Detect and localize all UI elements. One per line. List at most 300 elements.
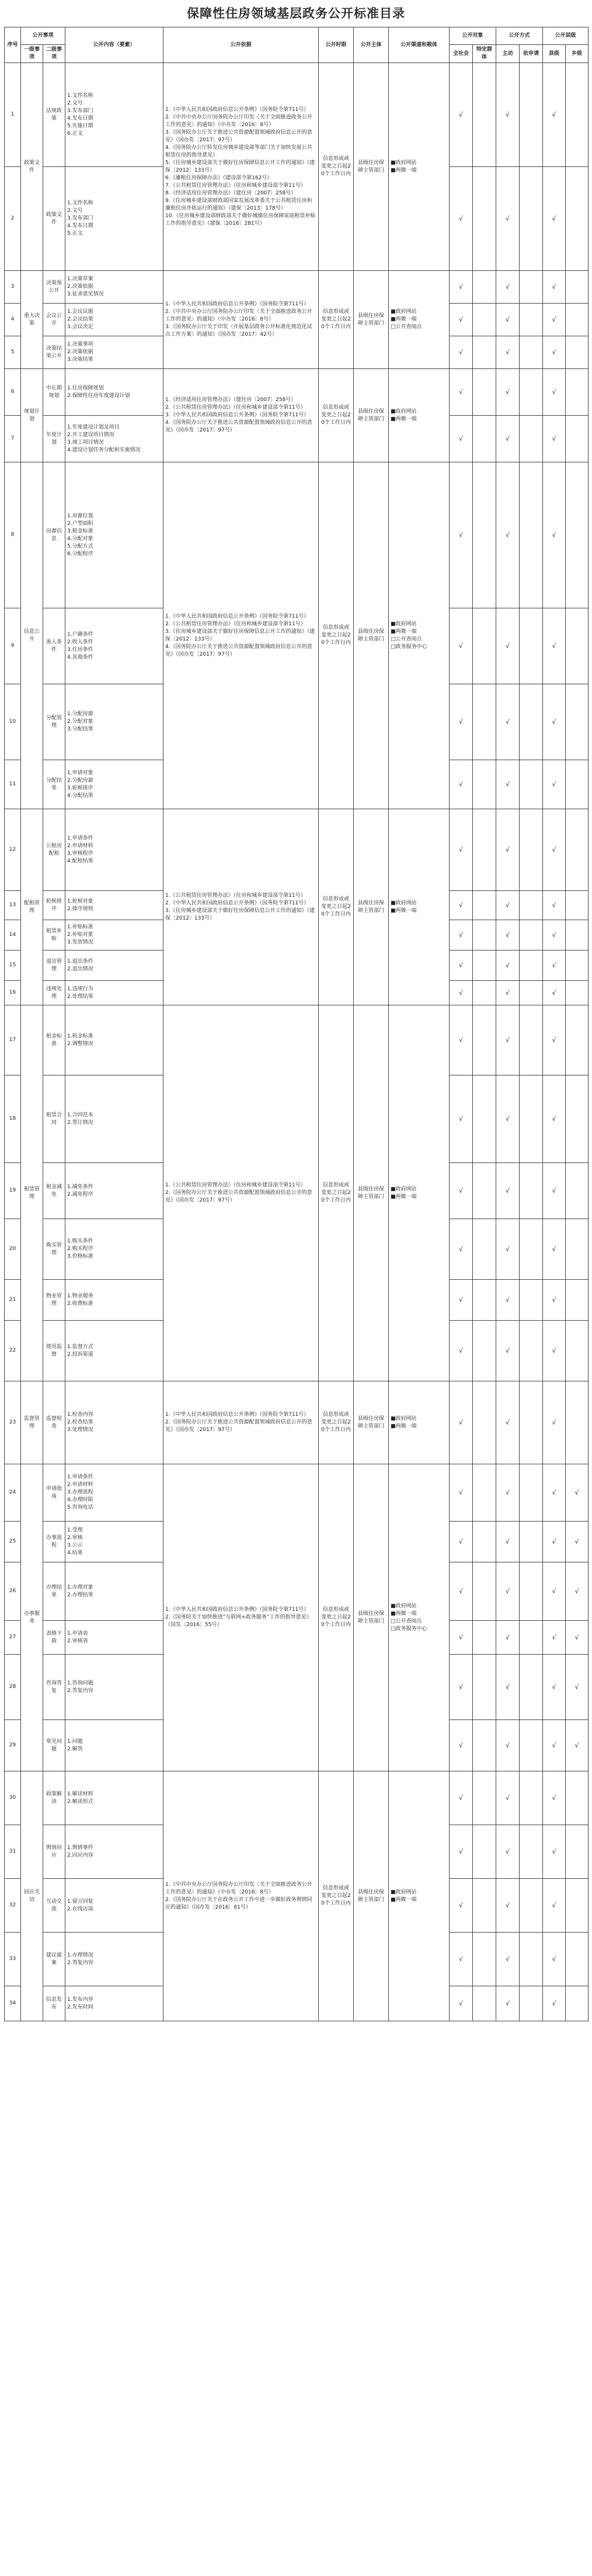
row-item-l2: 决策结果公开 — [43, 336, 65, 369]
row-l-twn-mark — [566, 1280, 588, 1321]
row-l-twn-mark — [566, 416, 588, 462]
row-content: 1.减免条件 2.减免程序 — [65, 1163, 163, 1219]
row-o-spec-mark — [473, 1562, 496, 1621]
row-l-twn-mark — [566, 304, 588, 336]
row-time: 信息形成或变更之日起20个工作日内 — [319, 271, 354, 369]
row-l-cty-mark: √ — [543, 1655, 566, 1720]
row-o-spec-mark — [473, 271, 496, 304]
row-item-l2: 分配结果 — [43, 760, 65, 809]
row-seq: 14 — [5, 920, 21, 951]
row-o-all-mark: √ — [450, 1825, 473, 1879]
row-subject: 县级住房保障主管部门 — [354, 1005, 389, 1381]
row-o-spec-mark — [473, 1771, 496, 1825]
row-basis: 1.《中华人民共和国政府信息公开条例》（国务院令第711号） 2.《中共中央办公厅国务院办公厅印发〈关于全面推进政务公开工作的意见〉的通知》（中办发〔2016〕8号） 3.《国务院办公厅关于推进公共资源配置领域政府信息公开的意见》（国办发〔2017〕97号） 4.《国务院办公厅转发住房城乡建设部等部门关于加快发展公共租赁住房的指导意见》 5.《住房城乡建设部关于做好住房保障信息公开工作的通知》（建保〔2012〕133号） 6.《廉租住房保障办法》（建设部令第162号） 7.《公共租赁住房管理办法》（住房和城乡建设部令第11号） 8.《经济适用住房管理办法》（建住房〔2007〕258号） 9.《住房城乡建设部财政部国家发展改革委关于公共租赁住房和廉租住房并轨运行的通知》（建保〔2013〕178号） 10.《住房城乡建设部财政部关于做好城镇住房保障家庭租赁补贴工作的指导意见》（建保〔2016〕281号） — [163, 63, 319, 271]
row-time: 信息形成或变更之日起20个工作日内 — [319, 1464, 354, 1771]
row-o-all-mark: √ — [450, 1321, 473, 1381]
row-item-l1: 监督管理 — [21, 1381, 43, 1464]
row-content: 1.办理对象 2.办理结果 — [65, 1562, 163, 1621]
row-l-cty-mark: √ — [543, 891, 566, 920]
row-m-act-mark: √ — [496, 1075, 520, 1163]
row-l-twn-mark — [566, 1163, 588, 1219]
row-m-app-mark — [520, 1381, 543, 1464]
header-method-active: 主动 — [496, 45, 520, 63]
row-o-spec-mark — [473, 1720, 496, 1771]
row-channel: ■政府网站 ■两微一端 — [389, 1771, 450, 2021]
row-item-l2: 公租房配租 — [43, 809, 65, 891]
row-content: 1.检查内容 2.检查结果 3.处理情况 — [65, 1381, 163, 1464]
row-basis: 1.《公共租赁住房管理办法》（住房和城乡建设部令第11号） 2.《中华人民共和国政府信息公开条例》（国务院令第711号） 3.《住房城乡建设部关于做好住房保障信息公开工作的通知》（建保〔2012〕133号） — [163, 809, 319, 1005]
row-time: 信息形成或变更之日起20个工作日内 — [319, 1771, 354, 2021]
row-item-l2: 信息发布 — [43, 1986, 65, 2021]
row-m-act-mark: √ — [496, 1163, 520, 1219]
table-row — [5, 809, 588, 891]
row-l-twn-mark — [566, 63, 588, 167]
row-time: 信息形成或变更之日起20个工作日内 — [319, 1381, 354, 1464]
row-item-l2: 互动交流 — [43, 1879, 65, 1933]
row-seq: 12 — [5, 809, 21, 891]
row-o-spec-mark — [473, 304, 496, 336]
row-o-spec-mark — [473, 1464, 496, 1522]
row-item-l2: 建议提案 — [43, 1933, 65, 1986]
row-l-twn-mark: √ — [566, 1562, 588, 1621]
row-content: 1.房源位置 2.户型面积 3.租金标准 4.分配对象 5.分配方式 6.分配程序 — [65, 462, 163, 608]
row-item-l2: 退出管理 — [43, 951, 65, 981]
row-item-l2: 常见问题 — [43, 1720, 65, 1771]
row-seq: 22 — [5, 1321, 21, 1381]
row-m-act-mark: √ — [496, 1655, 520, 1720]
row-m-act-mark: √ — [496, 1986, 520, 2021]
row-l-cty-mark: √ — [543, 951, 566, 981]
row-m-act-mark: √ — [496, 920, 520, 951]
row-m-app-mark — [520, 1163, 543, 1219]
row-m-app-mark — [520, 304, 543, 336]
row-l-twn-mark — [566, 167, 588, 271]
row-o-spec-mark — [473, 891, 496, 920]
row-o-all-mark: √ — [450, 1280, 473, 1321]
row-content: 1.发布内容 2.发布时间 — [65, 1986, 163, 2021]
row-content: 1.购买条件 2.购买程序 3.价格标准 — [65, 1219, 163, 1280]
row-l-cty-mark: √ — [543, 684, 566, 760]
row-o-spec-mark — [473, 981, 496, 1005]
row-o-spec-mark — [473, 608, 496, 684]
row-subject: 县级住房保障主管部门 — [354, 271, 389, 369]
row-content: 1.问题 2.解答 — [65, 1720, 163, 1771]
row-seq: 20 — [5, 1219, 21, 1280]
row-item-l2: 法规政策 — [43, 63, 65, 167]
row-seq: 3 — [5, 271, 21, 304]
row-m-act-mark: √ — [496, 369, 520, 416]
row-m-app-mark — [520, 271, 543, 304]
row-m-app-mark — [520, 1986, 543, 2021]
row-o-spec-mark — [473, 1321, 496, 1381]
row-content: 1.申请条件 2.申请材料 3.办理流程 4.办理时限 5.咨询电话 — [65, 1464, 163, 1522]
page-title: 保障性住房领域基层政务公开标准目录 — [187, 6, 405, 20]
row-l-cty-mark: √ — [543, 1381, 566, 1464]
row-m-app-mark — [520, 981, 543, 1005]
row-o-spec-mark — [473, 1986, 496, 2021]
row-m-app-mark — [520, 809, 543, 891]
header-item-l1: 一级事项 — [21, 45, 43, 63]
row-subject: 县级住房保障主管部门 — [354, 63, 389, 271]
row-l-twn-mark — [566, 1219, 588, 1280]
row-l-cty-mark: √ — [543, 271, 566, 304]
row-l-twn-mark — [566, 1075, 588, 1163]
row-m-act-mark: √ — [496, 1522, 520, 1562]
row-l-twn-mark — [566, 1933, 588, 1986]
row-l-cty-mark: √ — [543, 336, 566, 369]
row-o-all-mark: √ — [450, 1771, 473, 1825]
row-m-app-mark — [520, 951, 543, 981]
row-l-twn-mark: √ — [566, 1655, 588, 1720]
row-item-l2: 购买管理 — [43, 1219, 65, 1280]
row-item-l2: 租赁合同 — [43, 1075, 65, 1163]
row-m-app-mark — [520, 684, 543, 760]
row-o-all-mark: √ — [450, 1522, 473, 1562]
row-l-cty-mark: √ — [543, 608, 566, 684]
row-seq: 4 — [5, 304, 21, 336]
row-m-app-mark — [520, 1771, 543, 1825]
row-basis: 1.《中华人民共和国政府信息公开条例》（国务院令第711号） 2.《公共租赁住房管理办法》（住房和城乡建设部令第11号） 3.《住房城乡建设部关于做好住房保障信息公开工作的通知》（建保〔2012〕133号） 4.《国务院办公厅关于推进公共资源配置领域政府信息公开的意见》（国办发〔2017〕97号） — [163, 462, 319, 809]
row-subject: 县级住房保障主管部门 — [354, 1464, 389, 1771]
row-content: 1.文件名称 2.文号 3.发布部门 4.发布日期 5.正文 — [65, 167, 163, 271]
row-o-spec-mark — [473, 1163, 496, 1219]
table-row — [5, 1381, 588, 1464]
row-content: 1.办理情况 2.答复内容 — [65, 1933, 163, 1986]
row-m-app-mark — [520, 1280, 543, 1321]
row-m-act-mark: √ — [496, 1562, 520, 1621]
row-l-cty-mark: √ — [543, 1464, 566, 1522]
row-seq: 30 — [5, 1771, 21, 1825]
row-seq: 6 — [5, 369, 21, 416]
row-l-twn-mark — [566, 891, 588, 920]
row-o-all-mark: √ — [450, 1464, 473, 1522]
row-m-act-mark: √ — [496, 63, 520, 167]
header-obj-specific: 特定群体 — [473, 45, 496, 63]
row-o-all-mark: √ — [450, 809, 473, 891]
row-m-app-mark — [520, 1879, 543, 1933]
row-m-act-mark: √ — [496, 891, 520, 920]
row-m-act-mark: √ — [496, 760, 520, 809]
row-subject: 县级住房保障主管部门 — [354, 809, 389, 1005]
row-time: 信息形成或变更之日起20个工作日内 — [319, 462, 354, 809]
row-m-act-mark: √ — [496, 462, 520, 608]
row-o-all-mark: √ — [450, 271, 473, 304]
row-m-app-mark — [520, 63, 543, 167]
row-l-cty-mark: √ — [543, 809, 566, 891]
row-basis: 1.《中华人民共和国政府信息公开条例》（国务院令第711号） 2.《中共中央办公厅国务院办公厅印发〈关于全面推进政务公开工作的意见〉的通知》（中办发〔2016〕8号） 3.《国务院办公厅关于印发〈开展基层政务公开标准化规范化试点工作方案〉的通知》（国办发〔2017〕42号） — [163, 271, 319, 369]
row-basis: 1.《中共中央办公厅国务院办公厅印发〈关于全面推进政务公开工作的意见〉的通知》（中办发〔2016〕8号） 2.《国务院办公厅关于在政务公开工作中进一步做好政务舆情回应的通知》（国办发〔2016〕61号） — [163, 1771, 319, 2021]
row-seq: 1 — [5, 63, 21, 167]
row-l-cty-mark: √ — [543, 369, 566, 416]
row-subject: 县级住房保障主管部门 — [354, 1381, 389, 1464]
row-item-l2: 监督检查 — [43, 1381, 65, 1464]
row-o-spec-mark — [473, 336, 496, 369]
row-l-cty-mark: √ — [543, 1771, 566, 1825]
row-item-l2: 年度计划 — [43, 416, 65, 462]
row-l-cty-mark: √ — [543, 1219, 566, 1280]
row-item-l2: 舆情回应 — [43, 1825, 65, 1879]
row-item-l1: 回应关切 — [21, 1771, 43, 2021]
row-channel: ■政府网站 ■两微一端 — [389, 1005, 450, 1381]
row-content: 1.受理 2.审核 3.公示 4.结果 — [65, 1522, 163, 1562]
row-content: 1.物业服务 2.收费标准 — [65, 1280, 163, 1321]
row-channel: ■政府网站 ■两微一端 □公开查阅点 □政务服务中心 — [389, 462, 450, 809]
row-item-l1: 办事服务 — [21, 1464, 43, 1771]
row-time: 信息形成或变更之日起20个工作日内 — [319, 369, 354, 462]
row-seq: 16 — [5, 981, 21, 1005]
row-o-all-mark: √ — [450, 336, 473, 369]
row-l-twn-mark: √ — [566, 1621, 588, 1655]
row-m-act-mark: √ — [496, 1280, 520, 1321]
row-content: 1.住房保障规划 2.保障性住房年度建设计划 — [65, 369, 163, 416]
row-subject: 县级住房保障主管部门 — [354, 1771, 389, 2021]
header-seq: 序号 — [5, 27, 21, 63]
row-o-all-mark: √ — [450, 1005, 473, 1075]
row-m-app-mark — [520, 1825, 543, 1879]
row-basis: 1.《中华人民共和国政府信息公开条例》（国务院令第711号） 2.《国务院关于加快推进“互联网+政务服务”工作的指导意见》（国发〔2016〕55号） — [163, 1464, 319, 1771]
header-obj-all: 全社会 — [450, 45, 473, 63]
row-seq: 31 — [5, 1825, 21, 1879]
row-item-l2: 分配管理 — [43, 684, 65, 760]
row-l-twn-mark — [566, 809, 588, 891]
header-level: 公开层级 — [543, 27, 588, 45]
row-seq: 24 — [5, 1464, 21, 1522]
row-l-twn-mark — [566, 1771, 588, 1825]
row-m-app-mark — [520, 416, 543, 462]
row-l-twn-mark — [566, 1879, 588, 1933]
row-content: 1.申请条件 2.申请材料 3.审核程序 4.配租结果 — [65, 809, 163, 891]
header-subject: 公开主体 — [354, 27, 389, 63]
row-seq: 15 — [5, 951, 21, 981]
row-o-all-mark: √ — [450, 1933, 473, 1986]
row-o-spec-mark — [473, 462, 496, 608]
row-o-all-mark: √ — [450, 1655, 473, 1720]
row-m-act-mark: √ — [496, 416, 520, 462]
row-item-l2: 会议公开 — [43, 304, 65, 336]
row-m-act-mark: √ — [496, 1219, 520, 1280]
row-l-twn-mark: √ — [566, 1464, 588, 1522]
row-o-all-mark: √ — [450, 63, 473, 167]
row-m-app-mark — [520, 1621, 543, 1655]
row-channel: ■政府网站 ■两微一端 □公开查阅点 — [389, 271, 450, 369]
row-o-spec-mark — [473, 63, 496, 167]
row-o-all-mark: √ — [450, 951, 473, 981]
row-o-spec-mark — [473, 809, 496, 891]
row-l-cty-mark: √ — [543, 1933, 566, 1986]
row-o-all-mark: √ — [450, 920, 473, 951]
row-item-l2: 租金减免 — [43, 1163, 65, 1219]
row-m-app-mark — [520, 336, 543, 369]
row-m-act-mark: √ — [496, 608, 520, 684]
row-seq: 34 — [5, 1986, 21, 2021]
row-seq: 33 — [5, 1933, 21, 1986]
row-item-l2: 中长期规划 — [43, 369, 65, 416]
row-content: 1.文件名称 2.文号 3.发布部门 4.发布日期 5.实施日期 6.正文 — [65, 63, 163, 167]
row-m-app-mark — [520, 1005, 543, 1075]
row-basis: 1.《公共租赁住房管理办法》（住房和城乡建设部令第11号） 2.《国务院办公厅关于推进公共资源配置领域政府信息公开的意见》（国办发〔2017〕97号） — [163, 1005, 319, 1381]
row-content: 1.留言回复 2.在线访谈 — [65, 1879, 163, 1933]
table-row — [5, 369, 588, 416]
row-l-cty-mark: √ — [543, 1163, 566, 1219]
row-m-act-mark: √ — [496, 951, 520, 981]
row-m-act-mark: √ — [496, 1825, 520, 1879]
row-basis: 1.《中华人民共和国政府信息公开条例》（国务院令第711号） 2.《国务院办公厅关于推进公共资源配置领域政府信息公开的意见》（国办发〔2017〕97号） — [163, 1381, 319, 1464]
row-seq: 29 — [5, 1720, 21, 1771]
row-content: 1.退出条件 2.退出情况 — [65, 951, 163, 981]
row-seq: 5 — [5, 336, 21, 369]
header-level-town: 乡级 — [566, 45, 588, 63]
row-l-twn-mark: √ — [566, 1522, 588, 1562]
row-item-l2: 轮候排序 — [43, 891, 65, 920]
row-m-app-mark — [520, 1933, 543, 1986]
row-item-l2: 办事流程 — [43, 1522, 65, 1562]
row-m-act-mark: √ — [496, 271, 520, 304]
row-m-app-mark — [520, 1464, 543, 1522]
header-content: 公开内容（要素） — [65, 27, 163, 63]
row-m-act-mark: √ — [496, 304, 520, 336]
row-item-l2: 房源信息 — [43, 462, 65, 608]
row-content: 1.决策事项 2.决策依据 3.决策结果 — [65, 336, 163, 369]
row-content: 1.违规行为 2.处理结果 — [65, 981, 163, 1005]
row-item-l1: 租赁管理 — [21, 1005, 43, 1381]
row-l-cty-mark: √ — [543, 1280, 566, 1321]
row-content: 1.合同范本 2.签订情况 — [65, 1075, 163, 1163]
row-m-act-mark: √ — [496, 1771, 520, 1825]
row-l-cty-mark: √ — [543, 1621, 566, 1655]
row-channel: ■政府网站 ■两微一端 — [389, 809, 450, 1005]
row-l-twn-mark — [566, 1005, 588, 1075]
row-seq: 10 — [5, 684, 21, 760]
row-l-cty-mark: √ — [543, 1562, 566, 1621]
row-content: 1.监督方式 2.投诉渠道 — [65, 1321, 163, 1381]
header-item: 公开事项 — [21, 27, 65, 45]
row-l-cty-mark: √ — [543, 981, 566, 1005]
row-m-act-mark: √ — [496, 1621, 520, 1655]
row-o-all-mark: √ — [450, 1621, 473, 1655]
row-o-all-mark: √ — [450, 1986, 473, 2021]
row-item-l2: 政策文件 — [43, 167, 65, 271]
row-m-act-mark: √ — [496, 1321, 520, 1381]
row-item-l2: 租金标准 — [43, 1005, 65, 1075]
row-seq: 25 — [5, 1522, 21, 1562]
row-seq: 23 — [5, 1381, 21, 1464]
row-l-twn-mark — [566, 336, 588, 369]
row-m-act-mark: √ — [496, 1933, 520, 1986]
table-body — [5, 63, 588, 2021]
row-l-cty-mark: √ — [543, 920, 566, 951]
row-content: 1.分配房源 2.分配对象 3.分配结果 — [65, 684, 163, 760]
row-m-act-mark: √ — [496, 336, 520, 369]
row-o-spec-mark — [473, 1933, 496, 1986]
row-l-twn-mark — [566, 951, 588, 981]
row-item-l2: 物业管理 — [43, 1280, 65, 1321]
row-o-spec-mark — [473, 1280, 496, 1321]
row-l-twn-mark — [566, 608, 588, 684]
row-time: 信息形成或变更之日起20个工作日内 — [319, 63, 354, 271]
row-o-spec-mark — [473, 920, 496, 951]
row-m-app-mark — [520, 608, 543, 684]
row-o-spec-mark — [473, 951, 496, 981]
row-item-l1: 重大决策 — [21, 271, 43, 369]
row-l-twn-mark — [566, 760, 588, 809]
row-seq: 32 — [5, 1879, 21, 1933]
table-row — [5, 1464, 588, 1522]
row-channel: ■政府网站 ■两微一端 — [389, 1381, 450, 1464]
row-seq: 19 — [5, 1163, 21, 1219]
row-l-cty-mark: √ — [543, 416, 566, 462]
row-o-all-mark: √ — [450, 760, 473, 809]
row-l-cty-mark: √ — [543, 760, 566, 809]
row-l-cty-mark: √ — [543, 63, 566, 167]
row-m-app-mark — [520, 462, 543, 608]
row-m-app-mark — [520, 891, 543, 920]
row-item-l2: 咨询答复 — [43, 1655, 65, 1720]
row-o-all-mark: √ — [450, 1381, 473, 1464]
row-o-spec-mark — [473, 1005, 496, 1075]
row-m-act-mark: √ — [496, 1720, 520, 1771]
row-item-l1: 政策文件 — [21, 63, 43, 271]
row-item-l2: 办理结果 — [43, 1562, 65, 1621]
header-method: 公开方式 — [496, 27, 543, 45]
row-o-all-mark: √ — [450, 1562, 473, 1621]
row-l-cty-mark: √ — [543, 1522, 566, 1562]
row-m-act-mark: √ — [496, 1464, 520, 1522]
row-m-act-mark: √ — [496, 1005, 520, 1075]
row-m-act-mark: √ — [496, 1381, 520, 1464]
row-l-twn-mark — [566, 684, 588, 760]
row-content: 1.舆情事件 2.回应内容 — [65, 1825, 163, 1879]
row-item-l2: 使用监督 — [43, 1321, 65, 1381]
row-o-spec-mark — [473, 1825, 496, 1879]
row-l-twn-mark — [566, 369, 588, 416]
row-o-spec-mark — [473, 369, 496, 416]
row-o-all-mark: √ — [450, 1879, 473, 1933]
row-o-spec-mark — [473, 1219, 496, 1280]
row-seq: 18 — [5, 1075, 21, 1163]
row-item-l1: 配租管理 — [21, 809, 43, 1005]
row-time: 信息形成或变更之日起20个工作日内 — [319, 809, 354, 1005]
row-l-twn-mark — [566, 981, 588, 1005]
row-l-twn-mark — [566, 1986, 588, 2021]
row-l-cty-mark: √ — [543, 304, 566, 336]
row-o-spec-mark — [473, 684, 496, 760]
header-basis: 公开依据 — [163, 27, 319, 63]
row-content: 1.解读材料 2.解读形式 — [65, 1771, 163, 1825]
row-o-spec-mark — [473, 167, 496, 271]
header-channel: 公开渠道和载体 — [389, 27, 450, 63]
row-o-all-mark: √ — [450, 1163, 473, 1219]
row-l-cty-mark: √ — [543, 1005, 566, 1075]
row-content: 1.会议议题 2.会议结果 3.会议决定 — [65, 304, 163, 336]
row-content: 1.咨询问题 2.答复内容 — [65, 1655, 163, 1720]
row-o-all-mark: √ — [450, 981, 473, 1005]
row-l-cty-mark: √ — [543, 462, 566, 608]
row-l-cty-mark: √ — [543, 1075, 566, 1163]
header-item-l2: 二级事项 — [43, 45, 65, 63]
table-header — [5, 27, 588, 63]
row-o-spec-mark — [473, 1655, 496, 1720]
row-m-app-mark — [520, 1219, 543, 1280]
row-l-twn-mark — [566, 1825, 588, 1879]
row-l-twn-mark — [566, 462, 588, 608]
row-subject: 县级住房保障主管部门 — [354, 462, 389, 809]
row-o-all-mark: √ — [450, 1219, 473, 1280]
row-l-twn-mark — [566, 1321, 588, 1381]
row-item-l2: 准入条件 — [43, 608, 65, 684]
row-content: 1.租金标准 2.调整情况 — [65, 1005, 163, 1075]
row-m-act-mark: √ — [496, 809, 520, 891]
row-m-app-mark — [520, 1720, 543, 1771]
